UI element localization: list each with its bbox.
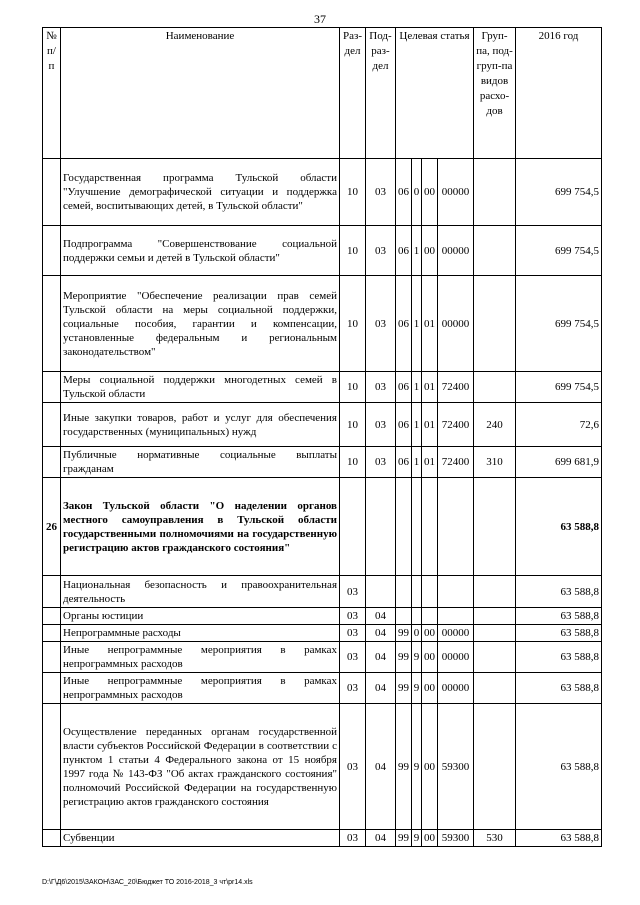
row-razdel: 10 [340,226,366,276]
row-target-event: 00 [422,625,438,642]
row-target-program: 99 [396,642,412,673]
row-podrazdel: 03 [366,403,396,447]
table-row [43,447,602,478]
row-target-program: 06 [396,159,412,226]
row-number [43,673,61,704]
row-group [474,159,516,226]
row-amount: 63 588,8 [516,830,602,847]
table-row [43,625,602,642]
budget-table [42,27,602,847]
row-name: Иные непрограммные мероприятия в рамках непрограммных расходов [61,673,340,704]
row-amount: 63 588,8 [516,642,602,673]
row-target-program: 06 [396,372,412,403]
row-razdel: 03 [340,625,366,642]
row-amount: 63 588,8 [516,576,602,608]
row-number [43,372,61,403]
table-row [43,704,602,830]
row-target-direction: 72400 [438,447,474,478]
row-target-subprogram: 1 [412,447,422,478]
row-name: Подпрограмма "Совершенствование социальной поддержки семьи и детей в Тульской области" [61,226,340,276]
row-target-event: 00 [422,673,438,704]
row-target-event: 00 [422,642,438,673]
row-target-direction: 00000 [438,673,474,704]
row-razdel: 10 [340,276,366,372]
row-target-direction: 72400 [438,372,474,403]
row-number [43,226,61,276]
row-number [43,625,61,642]
row-target-event [422,478,438,576]
row-number [43,159,61,226]
row-name: Национальная безопасность и правоохранительная деятельность [61,576,340,608]
row-target-event: 00 [422,159,438,226]
row-podrazdel: 04 [366,704,396,830]
table-row [43,673,602,704]
row-podrazdel: 04 [366,625,396,642]
row-amount: 63 588,8 [516,673,602,704]
header-razdel: Раз-дел [340,28,366,159]
header-name: Наименование [61,28,340,159]
header-podrazdel: Под-раз-дел [366,28,396,159]
row-podrazdel: 04 [366,642,396,673]
row-group: 240 [474,403,516,447]
row-target-subprogram: 1 [412,403,422,447]
row-name: Государственная программа Тульской области "Улучшение демографической ситуации и поддержка семей, воспитывающих детей, в Тульской области" [61,159,340,226]
row-amount: 699 754,5 [516,372,602,403]
row-name: Иные закупки товаров, работ и услуг для обеспечения государственных (муниципальных) нужд [61,403,340,447]
row-amount: 72,6 [516,403,602,447]
row-razdel: 03 [340,576,366,608]
row-podrazdel [366,576,396,608]
row-target-direction [438,576,474,608]
table-row [43,372,602,403]
row-target-program: 99 [396,704,412,830]
row-target-subprogram: 9 [412,830,422,847]
row-target-event [422,608,438,625]
row-target-program: 99 [396,673,412,704]
row-target-program: 06 [396,276,412,372]
table-row [43,276,602,372]
row-target-event: 01 [422,276,438,372]
header-row [43,28,602,159]
row-group [474,478,516,576]
row-number [43,704,61,830]
row-target-subprogram: 1 [412,276,422,372]
row-target-direction: 00000 [438,226,474,276]
row-target-direction [438,478,474,576]
table-row [43,576,602,608]
row-name: Публичные нормативные социальные выплаты гражданам [61,447,340,478]
row-number [43,403,61,447]
table-row [43,159,602,226]
table-row [43,642,602,673]
row-name: Меры социальной поддержки многодетных семей в Тульской области [61,372,340,403]
row-amount: 63 588,8 [516,478,602,576]
header-target: Целевая статья [396,28,474,159]
row-razdel: 03 [340,608,366,625]
row-group [474,608,516,625]
row-target-program [396,576,412,608]
table-row [43,830,602,847]
row-target-program: 99 [396,625,412,642]
row-group [474,642,516,673]
row-target-direction: 59300 [438,704,474,830]
row-name: Непрограммные расходы [61,625,340,642]
row-target-subprogram [412,478,422,576]
row-amount: 699 754,5 [516,226,602,276]
row-target-subprogram: 1 [412,226,422,276]
row-target-direction [438,608,474,625]
row-target-program: 06 [396,447,412,478]
row-name: Органы юстиции [61,608,340,625]
row-number [43,642,61,673]
row-number [43,830,61,847]
row-group [474,226,516,276]
row-group [474,372,516,403]
table-row [43,226,602,276]
row-name: Закон Тульской области "О наделении органов местного самоуправления в Тульской области государственными полномочиями на государственную регистрацию актов гражданского состояния" [61,478,340,576]
row-target-program [396,608,412,625]
row-target-direction: 59300 [438,830,474,847]
row-amount: 699 754,5 [516,276,602,372]
row-group [474,576,516,608]
row-razdel: 10 [340,372,366,403]
row-amount: 63 588,8 [516,608,602,625]
page-number: 37 [314,12,326,26]
table-row [43,478,602,576]
row-razdel: 03 [340,642,366,673]
row-target-event: 01 [422,447,438,478]
header-num: № п/п [43,28,61,159]
row-name: Мероприятие "Обеспечение реализации прав семей Тульской области на меры социальной поддержки, социальные пособия, гарантии и компенсации, установленные федеральным и региональным законодательством" [61,276,340,372]
row-razdel: 10 [340,403,366,447]
row-amount: 699 681,9 [516,447,602,478]
row-target-subprogram: 9 [412,673,422,704]
row-podrazdel [366,478,396,576]
row-podrazdel: 03 [366,447,396,478]
row-target-direction: 00000 [438,625,474,642]
row-razdel: 10 [340,447,366,478]
header-group: Груп-па, под-груп-па видов расхо-дов [474,28,516,159]
row-number: 26 [43,478,61,576]
row-podrazdel: 04 [366,608,396,625]
row-target-program: 99 [396,830,412,847]
row-group: 310 [474,447,516,478]
row-number [43,276,61,372]
row-target-event [422,576,438,608]
row-group [474,625,516,642]
row-razdel [340,478,366,576]
row-name: Осуществление переданных органам государственной власти субъектов Российской Федерации в соответствии с пунктом 1 статьи 4 Федерального закона от 15 ноября 1997 года № 143-ФЗ "Об актах гражданского состояния" полномочий Российской Федерации на государственную регистрацию актов гражданского состояния [61,704,340,830]
row-target-event: 00 [422,704,438,830]
row-podrazdel: 03 [366,226,396,276]
row-target-direction: 72400 [438,403,474,447]
row-podrazdel: 04 [366,830,396,847]
row-podrazdel: 03 [366,159,396,226]
row-podrazdel: 03 [366,372,396,403]
row-target-subprogram: 0 [412,159,422,226]
header-year: 2016 год [516,28,602,159]
table-row [43,608,602,625]
row-amount: 63 588,8 [516,704,602,830]
row-number [43,608,61,625]
row-target-event: 01 [422,403,438,447]
row-podrazdel: 04 [366,673,396,704]
row-target-direction: 00000 [438,642,474,673]
row-target-subprogram: 0 [412,625,422,642]
row-number [43,576,61,608]
table-row [43,403,602,447]
row-target-event: 01 [422,372,438,403]
row-target-subprogram: 1 [412,372,422,403]
row-target-program: 06 [396,226,412,276]
row-razdel: 03 [340,673,366,704]
row-target-subprogram: 9 [412,642,422,673]
row-target-event: 00 [422,830,438,847]
row-group [474,704,516,830]
file-path-footer: D:\Г\Д6\2015\ЗАКОН\ЗАС_20\Бюджет ТО 2016-2018_3 чт\pr14.xls [42,879,253,886]
row-amount: 63 588,8 [516,625,602,642]
row-podrazdel: 03 [366,276,396,372]
row-target-subprogram: 9 [412,704,422,830]
row-razdel: 03 [340,704,366,830]
row-amount: 699 754,5 [516,159,602,226]
row-name: Иные непрограммные мероприятия в рамках непрограммных расходов [61,642,340,673]
row-number [43,447,61,478]
row-target-event: 00 [422,226,438,276]
row-group [474,673,516,704]
row-target-direction: 00000 [438,159,474,226]
row-target-subprogram [412,608,422,625]
row-target-program [396,478,412,576]
row-group: 530 [474,830,516,847]
row-target-subprogram [412,576,422,608]
row-target-direction: 00000 [438,276,474,372]
row-razdel: 10 [340,159,366,226]
row-group [474,276,516,372]
row-name: Субвенции [61,830,340,847]
row-razdel: 03 [340,830,366,847]
row-target-program: 06 [396,403,412,447]
